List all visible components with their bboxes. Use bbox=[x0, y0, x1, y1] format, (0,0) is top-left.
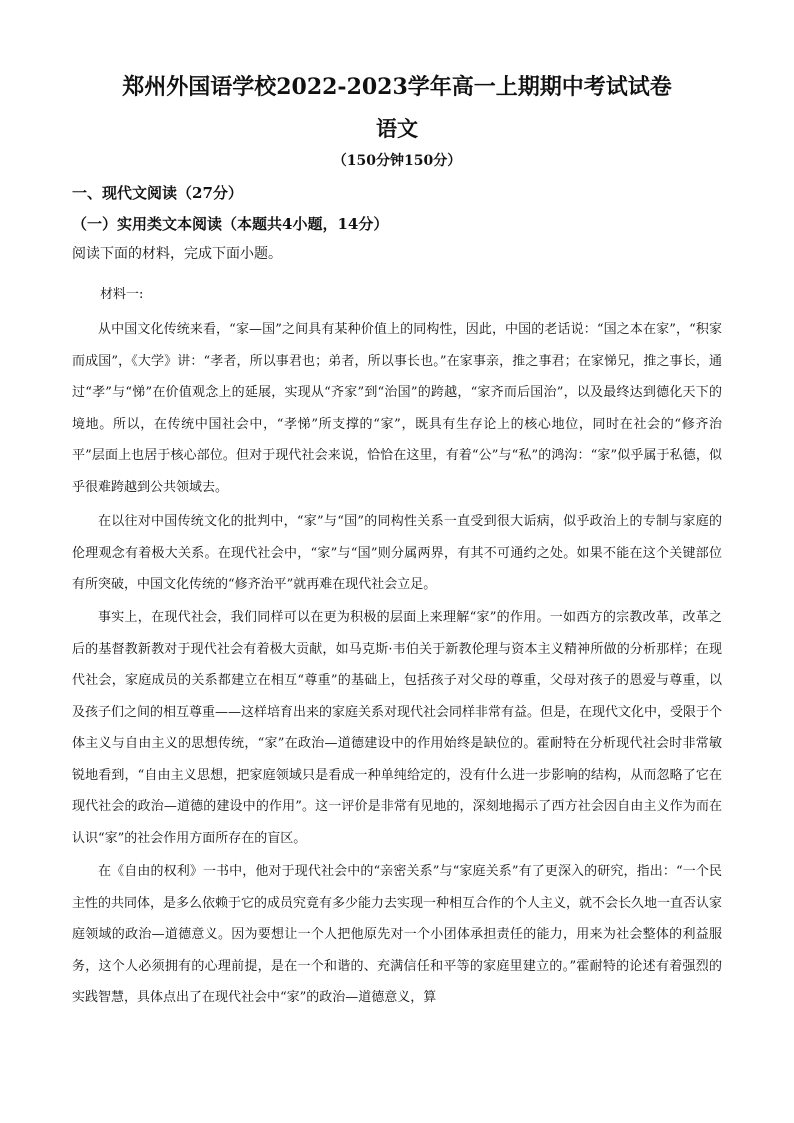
body-paragraph: 事实上，在现代社会，我们同样可以在更为积极的层面上来理解“家”的作用。一如西方的宗教改革，改革之后的基督教新教对于现代社会有着极大贡献，如马克斯·韦伯关于新教伦理与资本主义精神所做的分析那样；在现代社会，家庭成员的关系都建立在相互“尊重”的基础上，包括孩子对父母的尊重，父母对孩子的恩爱与尊重，以及孩子们之间的相互尊重——这样培育出来的家庭关系对现代社会同样非常有益。但是，在现代文化中，受限于个体主义与自由主义的思想传统，“家”在政治—道德建设中的作用始终是缺位的。霍耐特在分析现代社会时非常敏锐地看到，“自由主义思想，把家庭领域只是看成一种单纯给定的，没有什么进一步影响的结构，从而忽略了它在现代社会的政治—道德的建设中的作用”。这一评价是非常有见地的，深刻地揭示了西方社会因自由主义作为而在认识“家”的社会作用方面所存在的盲区。 bbox=[72, 610, 723, 846]
section-heading: 一、现代文阅读（27分） bbox=[72, 184, 243, 202]
body-paragraph: 在《自由的权利》一书中，他对于现代社会中的“亲密关系”与“家庭关系”有了更深入的研究，指出：“一个民主性的共同体，是多么依赖于它的成员究竟有多少能力去实现一种相互合作的个人主义，就不会长久地一直否认家庭领域的政治—道德意义。因为要想让一个人把他原先对一个小团体承担责任的能力，用来为社会整体的利益服务，这个人必须拥有的心理前提，是在一个和谐的、充满信任和平等的家庭里建立的。”霍耐特的论述有着强烈的实践智慧，具体点出了在现代社会中“家”的政治—道德意义，算 bbox=[72, 864, 723, 1005]
subsection-heading: （一）实用类文本阅读（本题共4小题，14分） bbox=[72, 215, 389, 233]
material-label: 材料一: bbox=[100, 287, 144, 302]
body-paragraph: 在以往对中国传统文化的批判中，“家”与“国”的同构性关系一直受到很大诟病，似乎政治上的专制与家庭的伦理观念有着极大关系。在现代社会中，“家”与“国”则分属两界，有其不可通约之处。如果不能在这个关键部位有所突破，中国文化传统的“修齐治平”就再难在现代社会立足。 bbox=[72, 514, 722, 592]
reading-instruction: 阅读下面的材料，完成下面小题。 bbox=[72, 246, 282, 262]
exam-duration: （150分钟150分） bbox=[332, 153, 462, 169]
subject-title: 语文 bbox=[376, 116, 418, 141]
exam-title: 郑州外国语学校2022-2023学年高一上期期中考试试卷 bbox=[122, 74, 672, 100]
body-paragraph: 从中国文化传统来看，“家—国”之间具有某种价值上的同构性，因此，中国的老话说：“国之本在家”，“积家而成国”，《大学》讲：“孝者，所以事君也；弟者，所以事长也。”在家事亲，推之事君；在家悌兄，推之事长，通过“孝”与“悌”在价值观念上的延展，实现从“齐家”到“治国”的跨越，“家齐而后国治”，以及最终达到德化天下的境地。所以，在传统中国社会中，“孝悌”所支撑的“家”，既具有生存论上的核心地位，同时在社会的“修齐治平”层面上也居于核心部位。但对于现代社会来说，恰恰在这里，有着“公”与“私”的鸿沟：“家”似乎属于私德，似乎很难跨越到公共领域去。 bbox=[72, 322, 722, 495]
